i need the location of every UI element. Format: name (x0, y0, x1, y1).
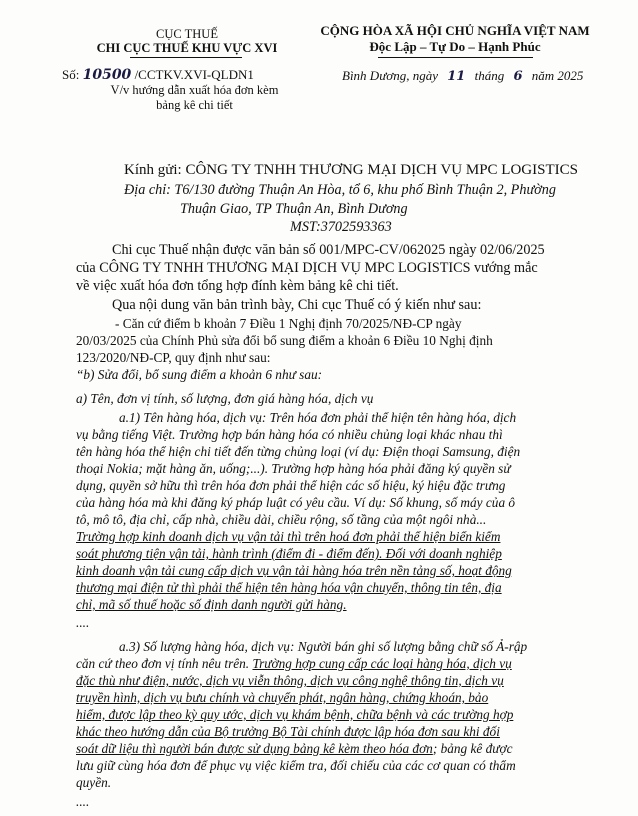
a3-line-3: đặc thù như điện, nước, dịch vụ viễn thông, dịch vụ công nghệ thông tin, dịch vụ (76, 673, 504, 688)
recipient-label: Kính gửi: (124, 162, 182, 178)
a1-line-12: chỉ, mã số thuế hoặc số định danh người gửi hàng. (76, 597, 347, 612)
subject-line-1: V/v hướng dẫn xuất hóa đơn kèm (110, 83, 279, 97)
a3-line-1: a.3) Số lượng hàng hóa, dịch vụ: Người bán ghi số lượng bằng chữ số Ả-rập (119, 639, 528, 654)
a3-line-7-underlined: soát dữ liệu thì người bán được sử dụng bảng kê kèm theo hóa đơn (76, 741, 433, 756)
a3-line-7 (76, 740, 513, 757)
recipient-tax-code: MST:3702593363 (290, 219, 392, 235)
a3-line-2 (76, 655, 512, 672)
a1-line-5: dụng, quyền sở hữu thì trên hóa đơn phải thể hiện các số hiệu, ký hiệu đặc trưng (76, 478, 506, 493)
agency-top: CỤC THUẾ (156, 27, 218, 41)
motto: Độc Lập – Tự Do – Hạnh Phúc (369, 39, 541, 54)
a1-line-4: thoại Nokia; mặt hàng ăn, uống;...). Trường hợp hàng hóa phải đăng ký quyền sử (76, 461, 511, 476)
para-3-line-1: - Căn cứ điểm b khoản 7 Điều 1 Nghị định 70/2025/NĐ-CP ngày (115, 316, 462, 331)
ellipsis-2: .... (76, 794, 90, 809)
document-number (62, 66, 254, 84)
a1-line-2: vụ bằng tiếng Việt. Trường hợp bán hàng hóa có nhiều chủng loại khác nhau thì (76, 427, 503, 442)
a1-line-9: soát phương tiện vận tải, hành trình (điểm đi - điểm đến). Đối với doanh nghiệp (76, 546, 502, 561)
so-code: /CCTKV.XVI-QLDN1 (134, 67, 254, 82)
agency-underline (130, 57, 242, 58)
a1-line-3: tên hàng hóa thể hiện chi tiết đến từng chủng loại (ví dụ: Điện thoại Samsung, điện (76, 444, 521, 459)
a3-line-2-underlined: Trường hợp cung cấp các loại hàng hóa, dịch vụ (252, 656, 512, 671)
para-3-line-2: 20/03/2025 của Chính Phủ sửa đổi bổ sung điểm a khoản 6 Điều 10 Nghị định (76, 333, 493, 348)
agency-sub: CHI CỤC THUẾ KHU VỰC XVI (96, 41, 278, 55)
para-1-line-1: Chi cục Thuế nhận được văn bản số 001/MPC-CV/062025 ngày 02/06/2025 (112, 242, 545, 258)
a1-line-8: Trường hợp kinh doanh dịch vụ vận tải thì trên hoá đơn phải thể hiện biển kiểm (76, 529, 501, 544)
para-1-line-3: về việc xuất hóa đơn tổng hợp đính kèm bảng kê chi tiết. (76, 278, 399, 294)
recipient-address-1: Địa chỉ: T6/130 đường Thuận An Hòa, tổ 6, khu phố Bình Thuận 2, Phường (124, 182, 556, 198)
para-4: “b) Sửa đổi, bổ sung điểm a khoản 6 như sau: (76, 367, 323, 382)
section-a-title: a) Tên, đơn vị tính, số lượng, đơn giá hàng hóa, dịch vụ (76, 391, 374, 406)
date-month-label: tháng (474, 68, 505, 83)
recipient-address-2: Thuận Giao, TP Thuận An, Bình Dương (180, 201, 408, 217)
a3-line-6: khác theo hướng dẫn của Bộ trưởng Bộ Tài chính được lập hóa đơn sau khi đối (76, 724, 500, 739)
date-month: 6 (513, 69, 523, 84)
so-label: Số: (62, 67, 80, 82)
so-handwritten: 10500 (82, 67, 132, 83)
a1-line-7: tô, mô tô, địa chỉ, cấp nhà, chiều dài, chiều rộng, số tầng của một ngôi nhà... (76, 512, 487, 527)
a3-line-4: truyền hình, dịch vụ bưu chính và chuyển phát, ngân hàng, chứng khoán, bảo (76, 690, 489, 705)
motto-underline (378, 57, 533, 58)
a1-line-11: thương mại điện tử thì phải thể hiện tên hàng hóa vận chuyển, thông tin tên, địa (76, 580, 502, 595)
subject-line-2: bảng kê chi tiết (156, 98, 233, 112)
a3-line-5: hiểm, được lập theo kỳ quy ước, dịch vụ khám bệnh, chữa bệnh và các trường hợp (76, 707, 514, 722)
date-year: năm 2025 (531, 68, 584, 83)
a3-line-8: lưu giữ cùng hóa đơn để phục vụ việc kiểm tra, đối chiếu của các cơ quan có thẩm (76, 758, 516, 773)
a3-line-7-plain: ; bảng kê được (432, 741, 513, 756)
a1-line-10: kinh doanh vận tải cung cấp dịch vụ vận tải hàng hóa trên nền tảng số, hoạt động (76, 563, 512, 578)
document-date (342, 67, 583, 85)
a1-line-1: a.1) Tên hàng hóa, dịch vụ: Trên hóa đơn phải thể hiện tên hàng hóa, dịch (119, 410, 517, 425)
para-1-line-2: của CÔNG TY TNHH THƯƠNG MẠI DỊCH VỤ MPC LOGISTICS vướng mắc (76, 260, 538, 276)
nation-title: CỘNG HÒA XÃ HỘI CHỦ NGHĨA VIỆT NAM (320, 23, 590, 38)
recipient-name: CÔNG TY TNHH THƯƠNG MẠI DỊCH VỤ MPC LOGISTICS (185, 162, 578, 178)
a3-line-2-plain: căn cứ theo đơn vị tính nêu trên. (76, 656, 253, 671)
a1-line-6: của hàng hóa mà khi đăng ký pháp luật có yêu cầu. Ví dụ: Số khung, số máy của ô (76, 495, 516, 510)
date-place: Bình Dương, ngày (342, 68, 438, 83)
ellipsis-1: .... (76, 615, 90, 630)
a3-line-9: quyền. (76, 775, 112, 790)
para-2: Qua nội dung văn bản trình bày, Chi cục Thuế có ý kiến như sau: (112, 297, 482, 313)
para-3-line-3: 123/2020/NĐ-CP, quy định như sau: (76, 350, 271, 365)
date-day: 11 (447, 69, 466, 84)
recipient-block (124, 160, 584, 180)
